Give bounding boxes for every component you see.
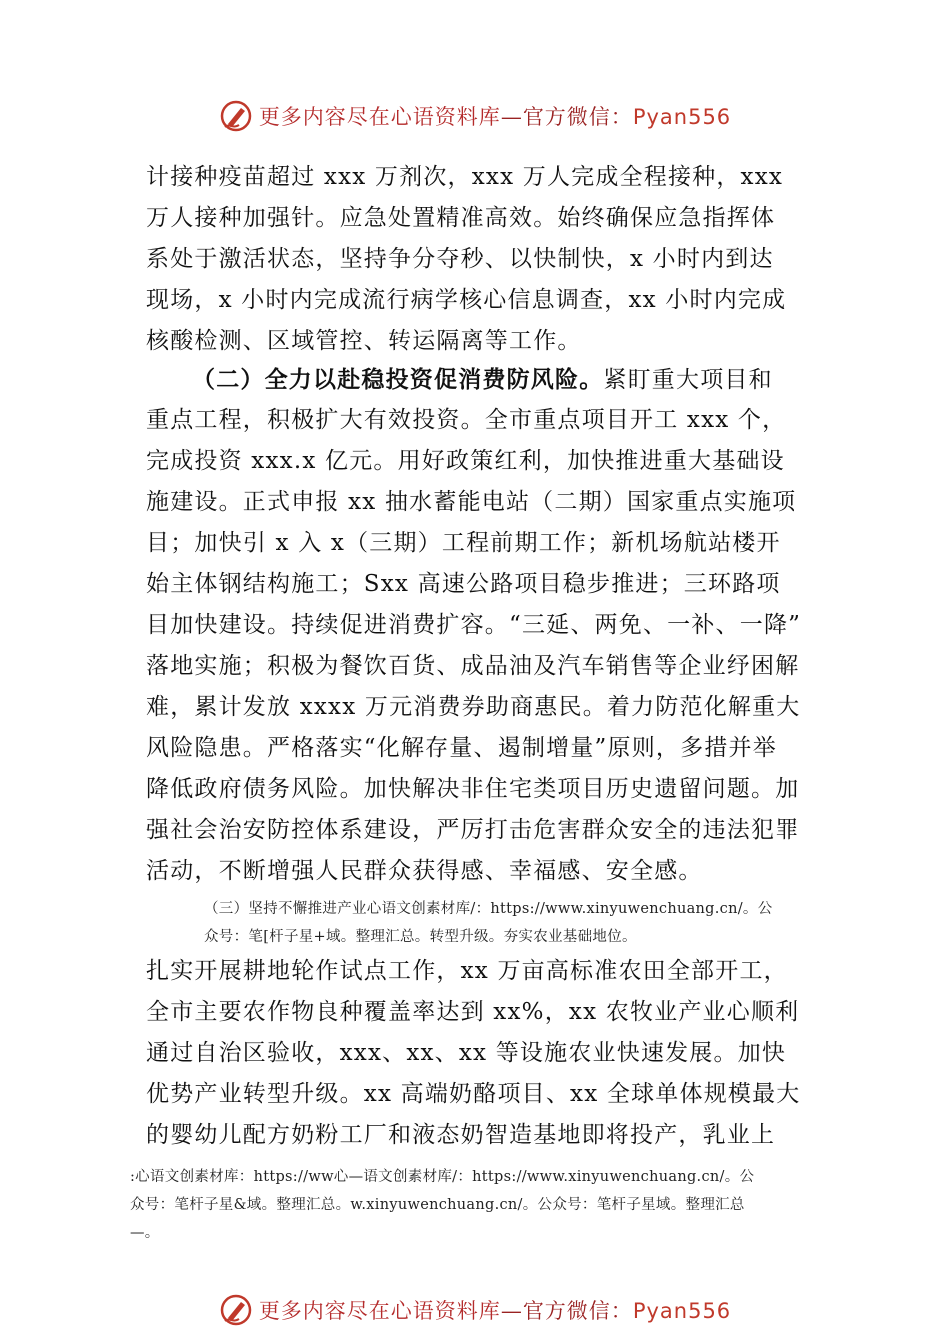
header-banner-text xyxy=(259,101,731,131)
header-banner-highlight: 更多内容尽在心语资料库 xyxy=(258,105,501,129)
text-line: 全市主要农作物良种覆盖率达到 xx%，xx 农牧业产业心顺利 xyxy=(146,999,800,1025)
footer-banner-text xyxy=(259,1295,731,1325)
text-line: 万人接种加强针。应急处置精准高效。始终确保应急指挥体 xyxy=(146,205,776,231)
pen-logo-icon xyxy=(219,99,253,133)
text-line: 计接种疫苗超过 xxx 万剂次，xxx 万人完成全程接种，xxx xyxy=(146,164,784,190)
text-line: 核酸检测、区域管控、转运隔离等工作。 xyxy=(146,328,582,354)
footer-banner xyxy=(0,1290,950,1330)
text-line: 目；加快引 x 入 x（三期）工程前期工作；新机场航站楼开 xyxy=(146,530,781,556)
paragraph-2 xyxy=(146,359,818,892)
footer-banner-highlight: 更多内容尽在心语资料库 xyxy=(258,1299,501,1323)
text-line: 优势产业转型升级。xx 高端奶酪项目、xx 全球单体规模最大 xyxy=(146,1081,801,1107)
note-line: 众号：笔[杆子星+域。整理汇总。转型升级。夯实农业基础地位。 xyxy=(204,929,637,945)
watermark-note-2 xyxy=(130,1163,754,1247)
footer-banner-wechat: Pyan556 xyxy=(632,1299,732,1323)
header-banner-wechat: Pyan556 xyxy=(632,105,732,129)
watermark-note-1 xyxy=(204,895,773,951)
text-line: 施建设。正式申报 xx 抽水蓄能电站（二期）国家重点实施项 xyxy=(146,489,797,515)
pen-logo-icon xyxy=(219,1293,253,1327)
footer-banner-rest: —官方微信： xyxy=(500,1299,633,1323)
text-line: 难，累计发放 xxxx 万元消费券助商惠民。着力防范化解重大 xyxy=(146,694,801,720)
text-line: 始主体钢结构施工；Sxx 高速公路项目稳步推进；三环路项 xyxy=(146,571,781,597)
text-line: 目加快建设。持续促进消费扩容。“三延、两免、一补、一降” xyxy=(146,612,802,638)
header-banner-rest: —官方微信： xyxy=(500,105,633,129)
text-line: 扎实开展耕地轮作试点工作，xx 万亩高标准农田全部开工， xyxy=(146,958,788,984)
text-line: 重点工程，积极扩大有效投资。全市重点项目开工 xxx 个， xyxy=(146,407,787,433)
text-line: 风险隐患。严格落实“化解存量、遏制增量”原则，多措并举 xyxy=(146,735,777,761)
paragraph-3 xyxy=(146,951,818,1156)
note-line: :心语文创素材库：https://ww心—语文创素材库/：https://www.xinyuwenchuang.cn/。公 xyxy=(130,1169,755,1185)
text-line: 系处于激活状态，坚持争分夺秒、以快制快，x 小时内到达 xyxy=(146,246,774,272)
note-line: —。 xyxy=(130,1225,160,1241)
text-line: 降低政府债务风险。加快解决非住宅类项目历史遗留问题。加 xyxy=(146,776,800,802)
text-line xyxy=(146,359,818,400)
section-heading: （二）全力以赴稳投资促消费防风险。 xyxy=(192,366,604,393)
text-line: 的婴幼儿配方奶粉工厂和液态奶智造基地即将投产，乳业上 xyxy=(146,1122,776,1148)
header-banner xyxy=(0,96,950,136)
text-line: 活动，不断增强人民群众获得感、幸福感、安全感。 xyxy=(146,858,703,884)
note-line: 众号：笔杆子星&域。整理汇总。w.xinyuwenchuang.cn/。公众号：笔杆子星域。整理汇总 xyxy=(130,1197,745,1213)
paragraph-1 xyxy=(146,157,818,362)
text-line: 强社会治安防控体系建设，严厉打击危害群众安全的违法犯罪 xyxy=(146,817,800,843)
heading-line-rest: 紧盯重大项目和 xyxy=(603,367,773,393)
text-line: 通过自治区验收，xxx、xx、xx 等设施农业快速发展。加快 xyxy=(146,1040,787,1066)
note-line: （三）坚持不懈推进产业心语文创素材库/：https://www.xinyuwenchuang.cn/。公 xyxy=(204,901,773,917)
text-line: 完成投资 xxx.x 亿元。用好政策红利，加快推进重大基础设 xyxy=(146,448,785,474)
text-line: 落地实施；积极为餐饮百货、成品油及汽车销售等企业纾困解 xyxy=(146,653,800,679)
text-line: 现场，x 小时内完成流行病学核心信息调查，xx 小时内完成 xyxy=(146,287,787,313)
